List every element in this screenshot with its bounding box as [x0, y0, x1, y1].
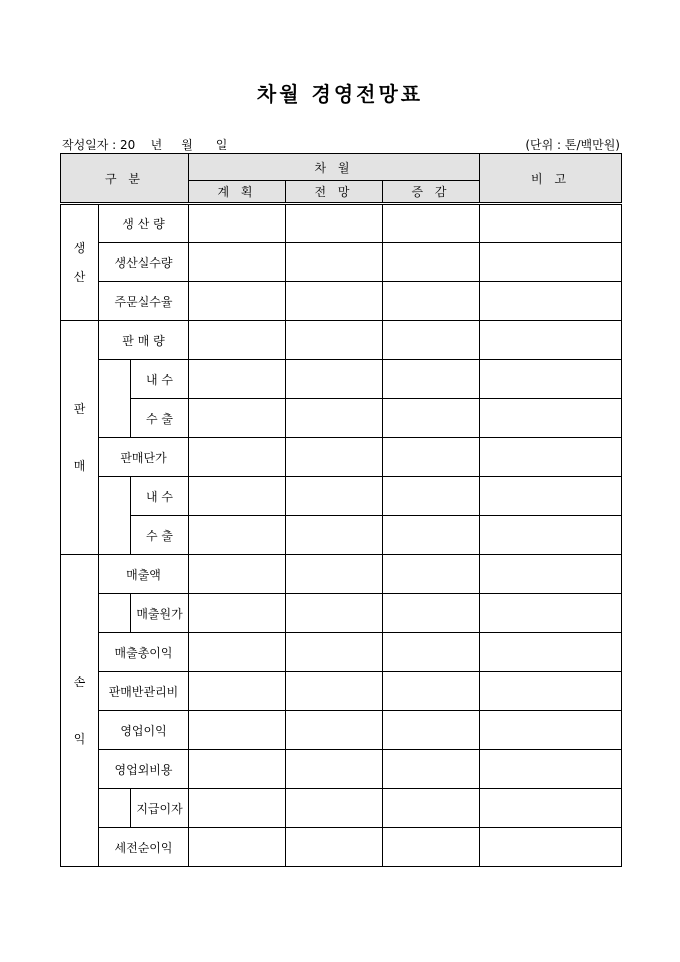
table-row: [61, 633, 622, 672]
group-profit-loss: 손 익: [61, 555, 99, 867]
unit-label: (단위 : 톤/백만원): [525, 138, 620, 152]
cell-remarks[interactable]: [480, 711, 622, 750]
header-next-month: 차 월: [189, 154, 480, 181]
header-category: 구 분: [61, 154, 189, 204]
cell-plan[interactable]: [189, 477, 286, 516]
cell-outlook[interactable]: [286, 399, 383, 438]
cell-plan[interactable]: [189, 282, 286, 321]
indent-cell: [99, 594, 131, 633]
cell-outlook[interactable]: [286, 243, 383, 282]
cell-plan[interactable]: [189, 360, 286, 399]
cell-plan[interactable]: [189, 750, 286, 789]
cell-remarks[interactable]: [480, 594, 622, 633]
table-row: [61, 711, 622, 750]
cell-outlook[interactable]: [286, 516, 383, 555]
group-sales: 판 매: [61, 321, 99, 555]
cell-outlook[interactable]: [286, 282, 383, 321]
cell-change[interactable]: [383, 750, 480, 789]
cell-plan[interactable]: [189, 321, 286, 360]
cell-change[interactable]: [383, 633, 480, 672]
cell-remarks[interactable]: [480, 789, 622, 828]
table-row: [61, 399, 622, 438]
header-change: 증 감: [383, 181, 480, 204]
cell-remarks[interactable]: [480, 360, 622, 399]
row-label-order-actual: 주문실수율: [99, 282, 189, 321]
table-row: [61, 438, 622, 477]
cell-change[interactable]: [383, 789, 480, 828]
cell-remarks[interactable]: [480, 243, 622, 282]
cell-change[interactable]: [383, 321, 480, 360]
cell-remarks[interactable]: [480, 477, 622, 516]
cell-remarks[interactable]: [480, 633, 622, 672]
indent-cell: [99, 789, 131, 828]
cell-remarks[interactable]: [480, 828, 622, 867]
table-row: [61, 789, 622, 828]
cell-change[interactable]: [383, 438, 480, 477]
cell-outlook[interactable]: [286, 438, 383, 477]
date-line: 작성일자 : 20 년 월 일: [62, 138, 228, 152]
cell-outlook[interactable]: [286, 360, 383, 399]
cell-remarks[interactable]: [480, 750, 622, 789]
cell-plan[interactable]: [189, 243, 286, 282]
cell-outlook[interactable]: [286, 633, 383, 672]
table-row: [61, 516, 622, 555]
page-title: 차월 경영전망표: [256, 82, 424, 106]
table-row: [61, 828, 622, 867]
row-label-sga-expenses: 판매반관리비: [99, 672, 189, 711]
table-row: [61, 477, 622, 516]
cell-outlook[interactable]: [286, 828, 383, 867]
cell-remarks[interactable]: [480, 282, 622, 321]
cell-outlook[interactable]: [286, 321, 383, 360]
cell-plan[interactable]: [189, 828, 286, 867]
cell-plan[interactable]: [189, 594, 286, 633]
row-label-production-actual: 생산실수량: [99, 243, 189, 282]
cell-outlook[interactable]: [286, 477, 383, 516]
cell-outlook[interactable]: [286, 555, 383, 594]
indent-cell: [99, 360, 131, 438]
cell-change[interactable]: [383, 828, 480, 867]
cell-change[interactable]: [383, 477, 480, 516]
cell-plan[interactable]: [189, 789, 286, 828]
row-label-interest-expense: 지급이자: [131, 789, 189, 828]
cell-plan[interactable]: [189, 672, 286, 711]
cell-change[interactable]: [383, 243, 480, 282]
cell-outlook[interactable]: [286, 789, 383, 828]
table-row: [61, 594, 622, 633]
cell-change[interactable]: [383, 711, 480, 750]
outlook-table: [60, 153, 622, 867]
table-row: [61, 555, 622, 594]
table-row: [61, 321, 622, 360]
cell-outlook[interactable]: [286, 672, 383, 711]
cell-remarks[interactable]: [480, 438, 622, 477]
row-label-cost-of-sales: 매출원가: [131, 594, 189, 633]
cell-change[interactable]: [383, 399, 480, 438]
cell-plan[interactable]: [189, 438, 286, 477]
row-label-revenue: 매출액: [99, 555, 189, 594]
header-outlook: 전 망: [286, 181, 383, 204]
cell-plan[interactable]: [189, 204, 286, 243]
cell-remarks[interactable]: [480, 516, 622, 555]
cell-outlook[interactable]: [286, 204, 383, 243]
row-label-sales-export: 수 출: [131, 399, 189, 438]
cell-plan[interactable]: [189, 633, 286, 672]
row-label-sales-volume: 판 매 량: [99, 321, 189, 360]
cell-remarks[interactable]: [480, 672, 622, 711]
cell-plan[interactable]: [189, 555, 286, 594]
cell-outlook[interactable]: [286, 750, 383, 789]
row-label-sales-unit-price: 판매단가: [99, 438, 189, 477]
cell-plan[interactable]: [189, 516, 286, 555]
table-row: [61, 672, 622, 711]
cell-change[interactable]: [383, 282, 480, 321]
row-label-price-domestic: 내 수: [131, 477, 189, 516]
row-label-pretax-income: 세전순이익: [99, 828, 189, 867]
cell-change[interactable]: [383, 204, 480, 243]
header-plan: 계 획: [189, 181, 286, 204]
row-label-production-volume: 생 산 량: [99, 204, 189, 243]
row-label-gross-profit: 매출총이익: [99, 633, 189, 672]
row-label-sales-domestic: 내 수: [131, 360, 189, 399]
cell-remarks[interactable]: [480, 321, 622, 360]
cell-change[interactable]: [383, 360, 480, 399]
table-row: [61, 243, 622, 282]
cell-change[interactable]: [383, 516, 480, 555]
group-production: 생 산: [61, 204, 99, 321]
table-row: [61, 360, 622, 399]
table-row: [61, 750, 622, 789]
cell-remarks[interactable]: [480, 204, 622, 243]
table-row: [61, 282, 622, 321]
cell-change[interactable]: [383, 594, 480, 633]
row-label-price-export: 수 출: [131, 516, 189, 555]
cell-outlook[interactable]: [286, 711, 383, 750]
cell-remarks[interactable]: [480, 555, 622, 594]
row-label-operating-profit: 영업이익: [99, 711, 189, 750]
cell-outlook[interactable]: [286, 594, 383, 633]
indent-cell: [99, 477, 131, 555]
row-label-non-operating-expenses: 영업외비용: [99, 750, 189, 789]
header-remarks: 비 고: [480, 154, 622, 204]
cell-plan[interactable]: [189, 399, 286, 438]
cell-change[interactable]: [383, 555, 480, 594]
cell-change[interactable]: [383, 672, 480, 711]
cell-plan[interactable]: [189, 711, 286, 750]
table-row: [61, 204, 622, 243]
cell-remarks[interactable]: [480, 399, 622, 438]
